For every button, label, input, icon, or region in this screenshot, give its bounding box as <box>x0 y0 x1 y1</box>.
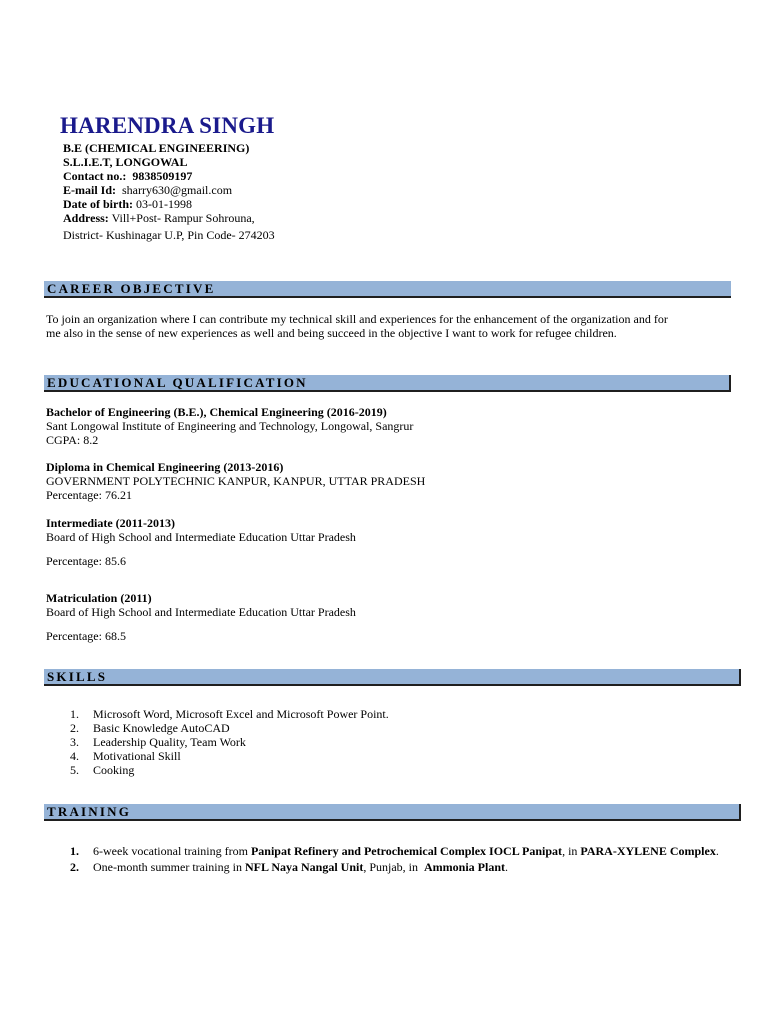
education-institute: GOVERNMENT POLYTECHNIC KANPUR, KANPUR, UTTAR PRADESH <box>46 474 426 489</box>
email-value: sharry630@gmail.com <box>122 183 233 198</box>
education-entry <box>46 405 413 447</box>
education-entry <box>46 591 356 643</box>
training-title: TRAINING <box>47 804 132 819</box>
list-item: 2. One-month summer training in NFL Naya Nangal Unit, Punjab, in Ammonia Plant. <box>70 860 509 874</box>
list-item: 2. Basic Knowledge AutoCAD <box>70 721 230 735</box>
address-line-2: District- Kushinagar U.P, Pin Code- 274203 <box>63 227 275 242</box>
education-heading: Diploma in Chemical Engineering (2013-2016) <box>46 460 284 474</box>
address <box>63 211 275 225</box>
contact-label: Contact no.: <box>63 169 127 184</box>
skills-title: SKILLS <box>47 669 108 684</box>
date-of-birth <box>63 197 275 211</box>
education-header <box>44 375 731 392</box>
list-item: 4. Motivational Skill <box>70 749 181 763</box>
career-objective-line-2: me also in the sense of new experiences as well and being succeed in the objective I want to work for refugee children. <box>46 326 617 341</box>
address-label: Address: <box>63 211 109 226</box>
candidate-name: HARENDRA SINGH <box>60 113 275 138</box>
email <box>63 183 275 197</box>
contact-block <box>63 141 275 242</box>
education-entry <box>46 516 356 568</box>
education-institute: Board of High School and Intermediate Education Uttar Pradesh <box>46 530 356 545</box>
education-heading: Bachelor of Engineering (B.E.), Chemical Engineering (2016-2019) <box>46 405 387 419</box>
education-heading: Intermediate (2011-2013) <box>46 516 175 530</box>
training-header <box>44 804 741 821</box>
college: S.L.I.E.T, LONGOWAL <box>63 155 188 170</box>
education-score: Percentage: 85.6 <box>46 554 126 569</box>
contact-value: 9838509197 <box>132 169 193 184</box>
career-objective-header <box>44 281 731 298</box>
career-objective-line-1: To join an organization where I can contribute my technical skill and experiences for the enhancement of the organization and for <box>46 312 668 326</box>
list-item: 1. 6-week vocational training from Panipat Refinery and Petrochemical Complex IOCL Panipat, in PARA-XYLENE Complex. <box>70 844 719 858</box>
training-list <box>46 844 726 876</box>
education-score: CGPA: 8.2 <box>46 433 99 448</box>
contact-number <box>63 169 275 183</box>
skills-list <box>46 707 389 777</box>
dob-label: Date of birth: <box>63 197 133 212</box>
career-objective-title: CAREER OBJECTIVE <box>47 281 216 296</box>
education-title: EDUCATIONAL QUALIFICATION <box>47 375 308 390</box>
dob-value: 03-01-1998 <box>135 197 192 212</box>
education-score: Percentage: 76.21 <box>46 488 132 503</box>
education-institute: Board of High School and Intermediate Education Uttar Pradesh <box>46 605 356 620</box>
degree: B.E (CHEMICAL ENGINEERING) <box>63 141 250 155</box>
email-label: E-mail Id: <box>63 183 117 198</box>
list-item: 1. Microsoft Word, Microsoft Excel and Microsoft Power Point. <box>70 707 389 721</box>
career-objective-text <box>46 312 736 340</box>
education-heading: Matriculation (2011) <box>46 591 152 605</box>
list-item: 3. Leadership Quality, Team Work <box>70 735 246 749</box>
education-institute: Sant Longowal Institute of Engineering and Technology, Longowal, Sangrur <box>46 419 414 434</box>
address-line-1: Vill+Post- Rampur Sohrouna, <box>111 211 255 226</box>
list-item: 5. Cooking <box>70 763 135 777</box>
skills-header <box>44 669 741 686</box>
education-score: Percentage: 68.5 <box>46 629 126 644</box>
education-entry <box>46 460 425 502</box>
